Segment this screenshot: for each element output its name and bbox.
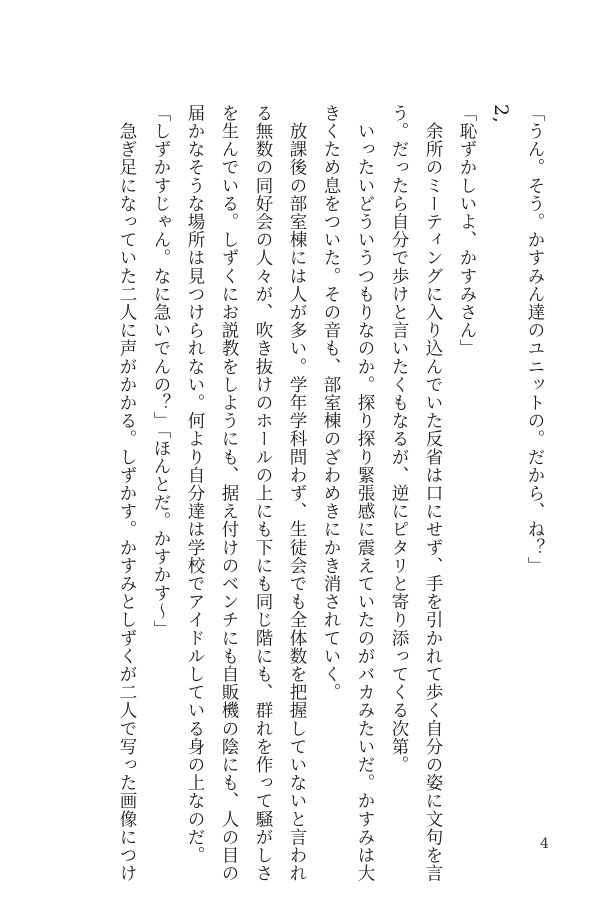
section-number: 2,	[490, 104, 512, 124]
text-line-14: 「しずかすじゃん。なに急いでんの？」「ほんとだ。かすかす～」	[151, 104, 171, 639]
text-line-5: 「恥ずかしいよ、かすみさん」	[457, 104, 477, 358]
page-number: 4	[540, 836, 549, 852]
text-line-7: う。だったら自分で歩けと言いたくもなるが、逆にピタリと寄り添ってくる次第。	[389, 104, 409, 774]
text-line-6: 余所のミーティングに入り込んでいた反省は口にせず、手を引かれて歩く自分の姿に文句を言	[423, 104, 443, 883]
text-line-8: いったいどういうつもりなのか。探り探り緊張感に震えていたのがバカみたいだ。かすみは大	[355, 104, 375, 883]
text-line-10: 放課後の部室棟には人が多い。学年学科問わず、生徒会でも全体数を把握していないと言われ	[287, 104, 307, 883]
text-line-1: 「うん。そう。かすみん達のユニットの。だから、ね？」	[525, 104, 545, 575]
text-line-15: 急ぎ足になっていた二人に声がかかる。しずかす。かすみとしずくが二人で写った画像につけ	[117, 104, 137, 883]
text-line-12: を生んでいる。しずくにお説教をしようにも、据え付けのベンチにも自販機の陰にも、人の目の	[219, 104, 239, 883]
text-line-11: る無数の同好会の人々が、吹き抜けのホールの上にも下にも同じ階にも、群れを作って騒がしさ	[253, 104, 273, 883]
text-line-13: 届かなそうな場所は見つけられない。何より自分達は学校でアイドルしている身の上なのだ。	[185, 104, 205, 865]
text-line-9: きくため息をついた。その音も、部室棟のざわめきにかき消されていく。	[321, 104, 341, 702]
vertical-text-body	[110, 104, 552, 883]
